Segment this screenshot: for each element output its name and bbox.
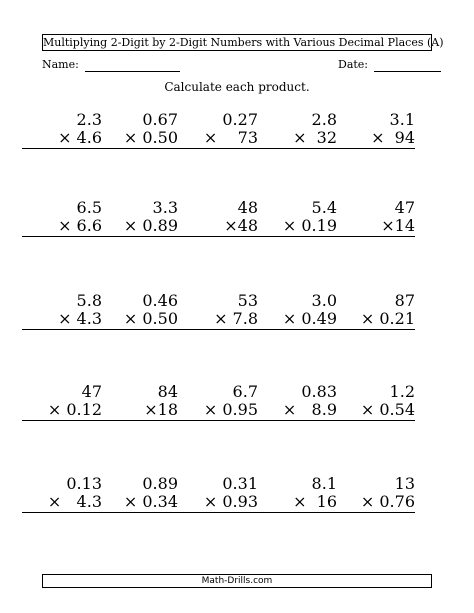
instructions: Calculate each product.: [164, 80, 310, 94]
footer-credit: Math-Drills.com: [42, 574, 432, 588]
problem: [22, 292, 102, 330]
problem-top-number: 8.1: [311, 474, 337, 493]
problem: [22, 383, 102, 421]
problem-bottom-number: × 0.89: [98, 217, 178, 237]
problem-bottom-number: × 0.76: [335, 493, 415, 513]
problem-bottom-number: × 0.12: [22, 401, 102, 421]
problem-bottom-number: ×14: [335, 217, 415, 237]
problem-top-number: 0.31: [222, 474, 258, 493]
problem-top-number: 3.1: [389, 110, 415, 129]
problem-bottom-number: × 0.21: [335, 310, 415, 330]
problem: [178, 111, 258, 149]
problem-top-number: 87: [394, 291, 415, 310]
problem: [22, 199, 102, 237]
problem: [257, 111, 337, 149]
problem-top-number: 2.8: [311, 110, 337, 129]
problem: [178, 383, 258, 421]
problem-bottom-number: × 0.49: [257, 310, 337, 330]
problem-bottom-number: × 6.6: [22, 217, 102, 237]
problem-top-number: 0.27: [222, 110, 258, 129]
problem: [178, 292, 258, 330]
problem-top-number: 13: [394, 474, 415, 493]
problem: [257, 199, 337, 237]
problem: [335, 199, 415, 237]
problem-bottom-number: × 0.50: [98, 310, 178, 330]
problem-top-number: 0.46: [142, 291, 178, 310]
problem-bottom-number: × 0.34: [98, 493, 178, 513]
problem-bottom-number: ×18: [98, 401, 178, 421]
problem-top-number: 0.13: [66, 474, 102, 493]
problem-top-number: 48: [237, 198, 258, 217]
problem-bottom-number: × 4.6: [22, 129, 102, 149]
problem: [257, 475, 337, 513]
problem: [178, 199, 258, 237]
problem-bottom-number: × 0.54: [335, 401, 415, 421]
name-label: Name:: [42, 58, 79, 71]
problem-top-number: 0.67: [142, 110, 178, 129]
problem-top-number: 3.3: [152, 198, 178, 217]
problem-top-number: 1.2: [389, 382, 415, 401]
problem: [335, 475, 415, 513]
problem-bottom-number: × 0.19: [257, 217, 337, 237]
problem-bottom-number: × 0.95: [178, 401, 258, 421]
problem: [178, 475, 258, 513]
problem-top-number: 47: [81, 382, 102, 401]
problem: [335, 111, 415, 149]
problem: [22, 111, 102, 149]
problem-bottom-number: × 7.8: [178, 310, 258, 330]
problem-top-number: 3.0: [311, 291, 337, 310]
problem-bottom-number: × 16: [257, 493, 337, 513]
problem-top-number: 5.8: [76, 291, 102, 310]
problem: [22, 475, 102, 513]
problem-bottom-number: × 0.50: [98, 129, 178, 149]
problem-bottom-number: × 8.9: [257, 401, 337, 421]
problem-top-number: 6.7: [232, 382, 258, 401]
problem-top-number: 84: [157, 382, 178, 401]
problem-bottom-number: × 0.93: [178, 493, 258, 513]
problem-top-number: 6.5: [76, 198, 102, 217]
date-label: Date:: [338, 58, 369, 71]
problem: [257, 383, 337, 421]
problem-bottom-number: × 73: [178, 129, 258, 149]
problem: [98, 475, 178, 513]
problem: [98, 199, 178, 237]
problem-top-number: 2.3: [76, 110, 102, 129]
problem-top-number: 53: [237, 291, 258, 310]
problem-top-number: 0.89: [142, 474, 178, 493]
problem: [335, 292, 415, 330]
problem-bottom-number: × 32: [257, 129, 337, 149]
problem-bottom-number: ×48: [178, 217, 258, 237]
problem: [98, 292, 178, 330]
problem-top-number: 0.83: [301, 382, 337, 401]
worksheet-title: Multiplying 2-Digit by 2-Digit Numbers with Various Decimal Places (A): [43, 36, 444, 49]
problem: [257, 292, 337, 330]
problem-bottom-number: × 4.3: [22, 310, 102, 330]
problem-bottom-number: × 94: [335, 129, 415, 149]
problem-bottom-number: × 4.3: [22, 493, 102, 513]
problem: [98, 383, 178, 421]
problem: [98, 111, 178, 149]
problem-top-number: 47: [394, 198, 415, 217]
problem: [335, 383, 415, 421]
problem-top-number: 5.4: [311, 198, 337, 217]
